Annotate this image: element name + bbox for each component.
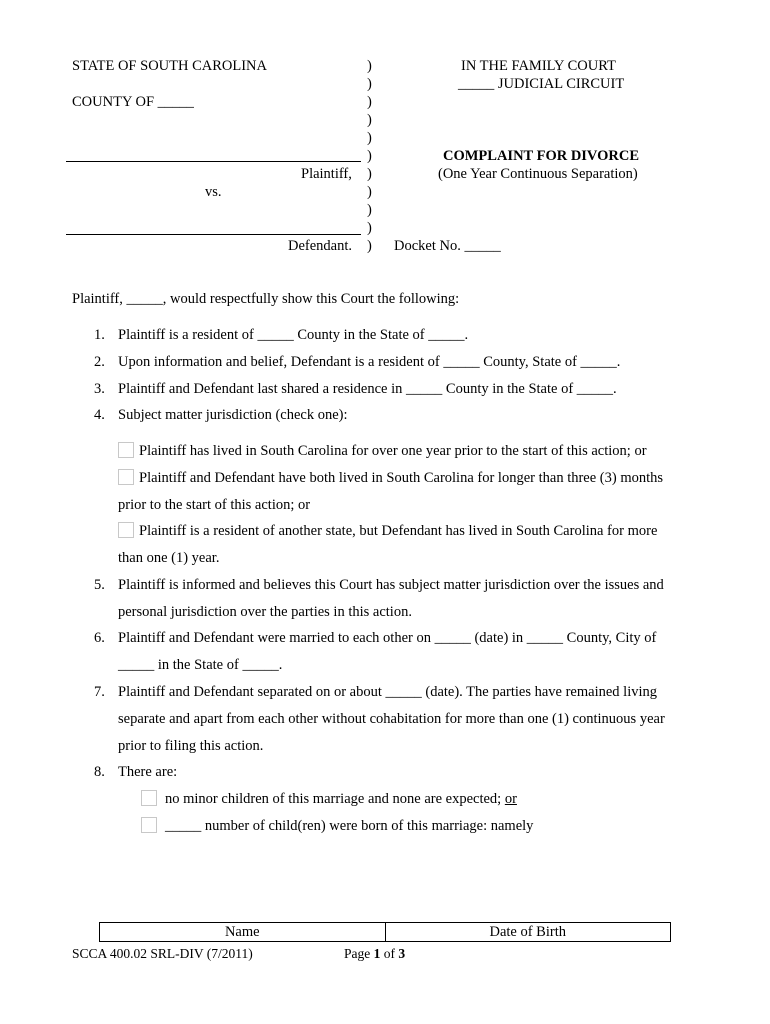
defendant-name-line: [66, 234, 361, 235]
no-children-checkbox[interactable]: [141, 790, 157, 806]
vs-label: vs.: [205, 184, 222, 200]
paren: ): [367, 184, 372, 200]
list-item: Plaintiff and Defendant separated on or about _____ (date). The parties have remained living: [118, 684, 658, 700]
item-number: 2.: [94, 354, 105, 370]
list-item: Upon information and belief, Defendant is a resident of _____ County, State of _____.: [118, 354, 621, 370]
list-item: Plaintiff is informed and believes this Court has subject matter jurisdiction over the issues and: [118, 577, 664, 593]
list-item: Plaintiff and Defendant last shared a residence in _____ County in the State of _____.: [118, 381, 617, 397]
item-number: 8.: [94, 764, 105, 780]
page-total: 3: [398, 946, 406, 961]
paren: ): [367, 220, 372, 236]
no-children-option: [165, 791, 517, 808]
dob-column-header: Date of Birth: [385, 923, 671, 942]
list-item: Subject matter jurisdiction (check one):: [118, 407, 348, 423]
plaintiff-name-line: [66, 161, 361, 162]
circuit-heading: _____ JUDICIAL CIRCUIT: [458, 76, 625, 92]
list-item-cont: prior to filing this action.: [118, 738, 264, 754]
children-table: [99, 922, 671, 942]
item-number: 5.: [94, 577, 105, 593]
page-current: 1: [373, 946, 381, 961]
paren: ): [367, 76, 372, 92]
list-item: Plaintiff and Defendant were married to each other on _____ (date) in _____ County, City of: [118, 630, 657, 646]
document-title: COMPLAINT FOR DIVORCE: [443, 148, 640, 164]
form-id: SCCA 400.02 SRL-DIV (7/2011): [72, 946, 253, 961]
page-number: [344, 946, 405, 962]
jurisdiction-checkbox-1[interactable]: [118, 442, 134, 458]
item-number: 7.: [94, 684, 105, 700]
jurisdiction-option-1: Plaintiff has lived in South Carolina for over one year prior to the start of this action; or: [139, 443, 647, 459]
jurisdiction-option-2-cont: prior to the start of this action; or: [118, 497, 311, 513]
children-count-option: _____ number of child(ren) were born of this marriage: namely: [165, 818, 534, 834]
item-number: 1.: [94, 327, 105, 343]
table-header-row: [100, 923, 671, 942]
paren: ): [367, 166, 372, 182]
paren: ): [367, 130, 372, 146]
document-subtitle: (One Year Continuous Separation): [438, 166, 638, 182]
page-prefix: Page: [344, 946, 374, 961]
list-item-cont: _____ in the State of _____.: [118, 657, 283, 673]
children-count-checkbox[interactable]: [141, 817, 157, 833]
paren: ): [367, 112, 372, 128]
list-item: Plaintiff is a resident of _____ County in the State of _____.: [118, 327, 469, 343]
jurisdiction-option-3: Plaintiff is a resident of another state, but Defendant has lived in South Carolina for more: [139, 523, 658, 539]
item-number: 4.: [94, 407, 105, 423]
paren: ): [367, 148, 372, 164]
jurisdiction-option-3-cont: than one (1) year.: [118, 550, 220, 566]
paren: ): [367, 238, 372, 254]
court-heading: IN THE FAMILY COURT: [461, 58, 616, 74]
list-item-cont: personal jurisdiction over the parties in this action.: [118, 604, 412, 620]
page-sep: of: [380, 946, 399, 961]
paren: ): [367, 58, 372, 74]
name-column-header: Name: [100, 923, 386, 942]
no-children-text: no minor children of this marriage and none are expected;: [165, 791, 505, 807]
plaintiff-label: Plaintiff,: [301, 166, 352, 182]
intro-paragraph: Plaintiff, _____, would respectfully show this Court the following:: [72, 291, 460, 307]
jurisdiction-option-2: Plaintiff and Defendant have both lived in South Carolina for longer than three (3) months: [139, 470, 664, 486]
item-number: 3.: [94, 381, 105, 397]
docket-number: Docket No. _____: [394, 238, 501, 254]
item-number: 6.: [94, 630, 105, 646]
or-underlined: or: [504, 791, 517, 807]
paren: ): [367, 202, 372, 218]
list-item: There are:: [118, 764, 178, 780]
county-heading: COUNTY OF _____: [72, 94, 194, 110]
list-item-cont: separate and apart from each other without cohabitation for more than one (1) continuous year: [118, 711, 665, 727]
defendant-label: Defendant.: [288, 238, 353, 254]
paren: ): [367, 94, 372, 110]
jurisdiction-checkbox-3[interactable]: [118, 522, 134, 538]
jurisdiction-checkbox-2[interactable]: [118, 469, 134, 485]
state-heading: STATE OF SOUTH CAROLINA: [72, 58, 267, 74]
